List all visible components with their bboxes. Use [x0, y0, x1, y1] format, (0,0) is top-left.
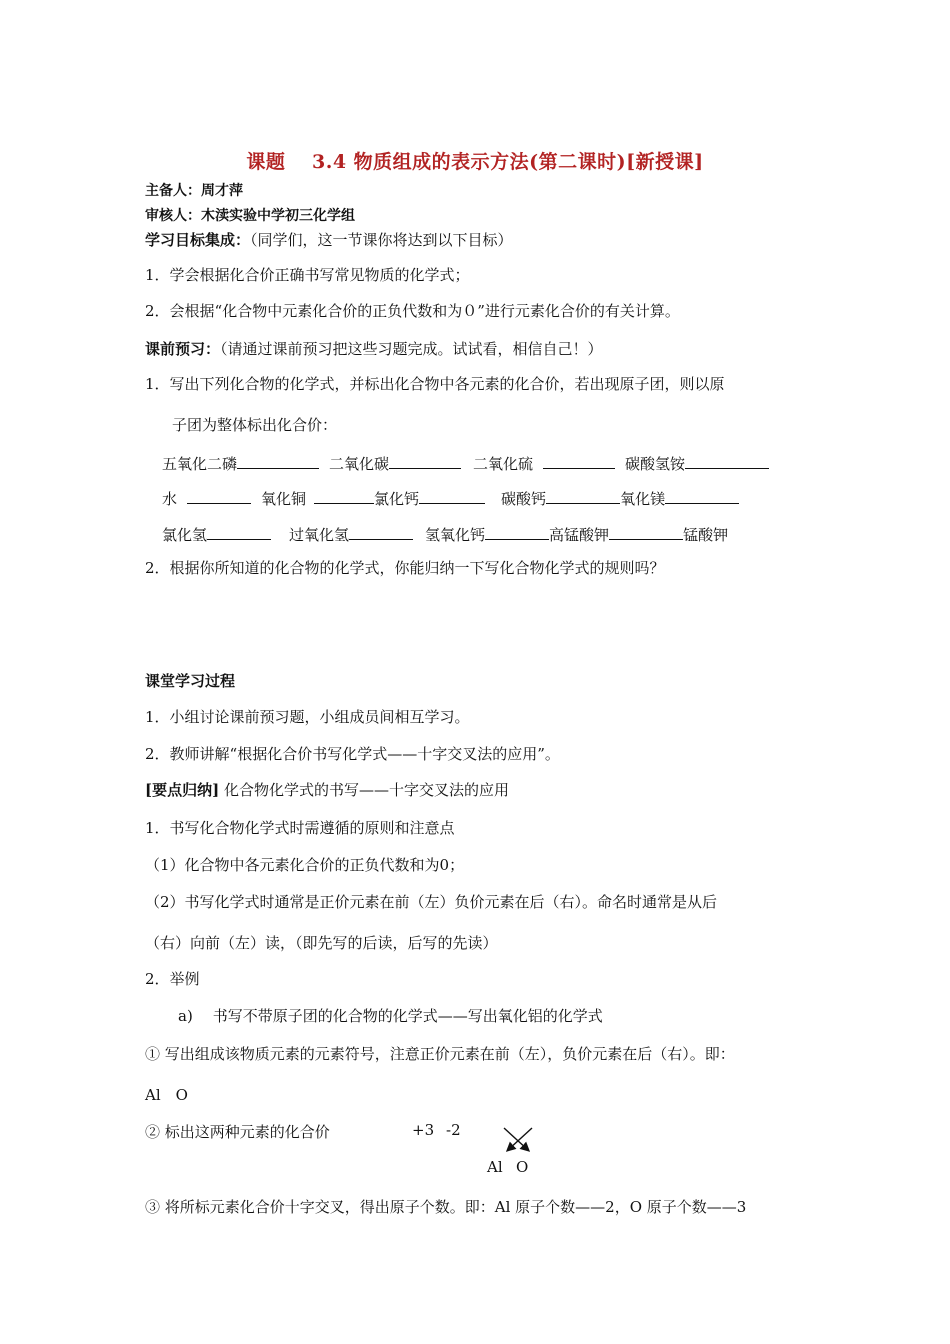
key-summary: [145, 779, 509, 800]
goals-section: [145, 229, 513, 250]
reviewer: 审核人：木渎实验中学初三化学组: [145, 208, 355, 224]
compound-label: 水: [162, 490, 178, 508]
answer-blank[interactable]: [609, 523, 683, 540]
preparer: 主备人：周才萍: [145, 183, 243, 199]
principle-heading: 1．书写化合物化学式时需遵循的原则和注意点: [145, 819, 455, 837]
answer-blank[interactable]: [207, 523, 271, 540]
compound-label: 高锰酸钾: [549, 526, 610, 544]
preview-question-1-cont: 子团为整体标出化合价：: [172, 416, 338, 434]
compound-label: 氯化钙: [374, 490, 420, 508]
rule-2-cont: （右）向前（左）读，（即先写的后读，后写的先读）: [145, 934, 498, 952]
compound-label: 锰酸钾: [683, 526, 729, 544]
compound-label: 五氧化二磷: [162, 455, 238, 473]
classroom-heading: 课堂学习过程: [145, 672, 236, 690]
classroom-item: 2．教师讲解“根据化合价书写化学式——十字交叉法的应用”。: [145, 745, 560, 763]
answer-blank[interactable]: [485, 523, 549, 540]
compound-label: 碳酸钙: [501, 490, 547, 508]
compound-label: 氧化镁: [620, 490, 666, 508]
answer-blank[interactable]: [419, 487, 485, 504]
answer-blank[interactable]: [389, 452, 461, 469]
answer-blank[interactable]: [187, 487, 251, 504]
compound-row-1: [162, 452, 769, 474]
compound-label: 氧化铜: [261, 490, 307, 508]
preview-note: （请通过课前预习把这些习题完成。试试看，相信自己！）: [220, 340, 603, 358]
page-title: 课题 3.4 物质组成的表示方法(第二课时)[新授课]: [246, 151, 704, 173]
cross-al: Al: [487, 1158, 503, 1176]
key-text: 化合物化学式的书写——十字交叉法的应用: [223, 781, 509, 799]
answer-blank[interactable]: [685, 452, 769, 469]
answer-blank[interactable]: [546, 487, 620, 504]
goals-heading: 学习目标集成：: [145, 231, 251, 249]
step-1: ① 写出组成该物质元素的元素符号，注意正价元素在前（左），负价元素在后（右）。即：: [145, 1045, 735, 1063]
compound-row-3: [162, 523, 728, 545]
answer-blank[interactable]: [349, 523, 413, 540]
step-3: ③ 将所标元素化合价十字交叉，得出原子个数。即：Al 原子个数——2，O 原子个数——3: [145, 1198, 747, 1216]
step-2: ② 标出这两种元素的化合价: [145, 1123, 330, 1141]
valence-o: -2: [446, 1121, 461, 1139]
goal-item: 2．会根据“化合物中元素化合价的正负代数和为０”进行元素化合价的有关计算。: [145, 302, 680, 320]
compound-label: 氢氧化钙: [425, 526, 486, 544]
classroom-item: 1．小组讨论课前预习题，小组成员间相互学习。: [145, 708, 470, 726]
example-heading: 2．举例: [145, 970, 200, 988]
compound-label: 二氧化碳: [329, 455, 390, 473]
example-a: [178, 1005, 603, 1026]
compound-label: 氯化氢: [162, 526, 208, 544]
rule-1: （1）化合物中各元素化合价的正负代数和为0；: [145, 856, 465, 874]
answer-blank[interactable]: [237, 452, 319, 469]
compound-label: 过氧化氢: [289, 526, 350, 544]
answer-blank[interactable]: [665, 487, 739, 504]
rule-2: （2）书写化学式时通常是正价元素在前（左）负价元素在后（右）。命名时通常是从后: [145, 893, 718, 911]
answer-blank[interactable]: [543, 452, 615, 469]
compound-label: 碳酸氢铵: [625, 455, 686, 473]
example-a-text: 书写不带原子团的化合物的化学式——写出氧化铝的化学式: [212, 1007, 603, 1025]
valence-al: +3: [412, 1121, 435, 1139]
preview-section: [145, 338, 603, 359]
example-a-label: a): [178, 1007, 193, 1025]
cross-o: O: [516, 1158, 529, 1176]
answer-blank[interactable]: [314, 487, 374, 504]
element-symbols: Al O: [145, 1086, 188, 1104]
compound-label: 二氧化硫: [473, 455, 534, 473]
compound-row-2: [162, 487, 739, 509]
goals-note: （同学们，这一节课你将达到以下目标）: [250, 231, 513, 249]
preview-question-2: 2．根据你所知道的化合物的化学式，你能归纳一下写化合物化学式的规则吗？: [145, 559, 665, 577]
preview-question-1: 1．写出下列化合物的化学式，并标出化合物中各元素的化合价，若出现原子团，则以原: [145, 375, 725, 393]
goal-item: 1．学会根据化合价正确书写常见物质的化学式；: [145, 266, 470, 284]
key-label: [要点归纳]: [145, 781, 220, 799]
preview-heading: 课前预习：: [145, 340, 221, 358]
cross-arrows-icon: [498, 1124, 538, 1156]
